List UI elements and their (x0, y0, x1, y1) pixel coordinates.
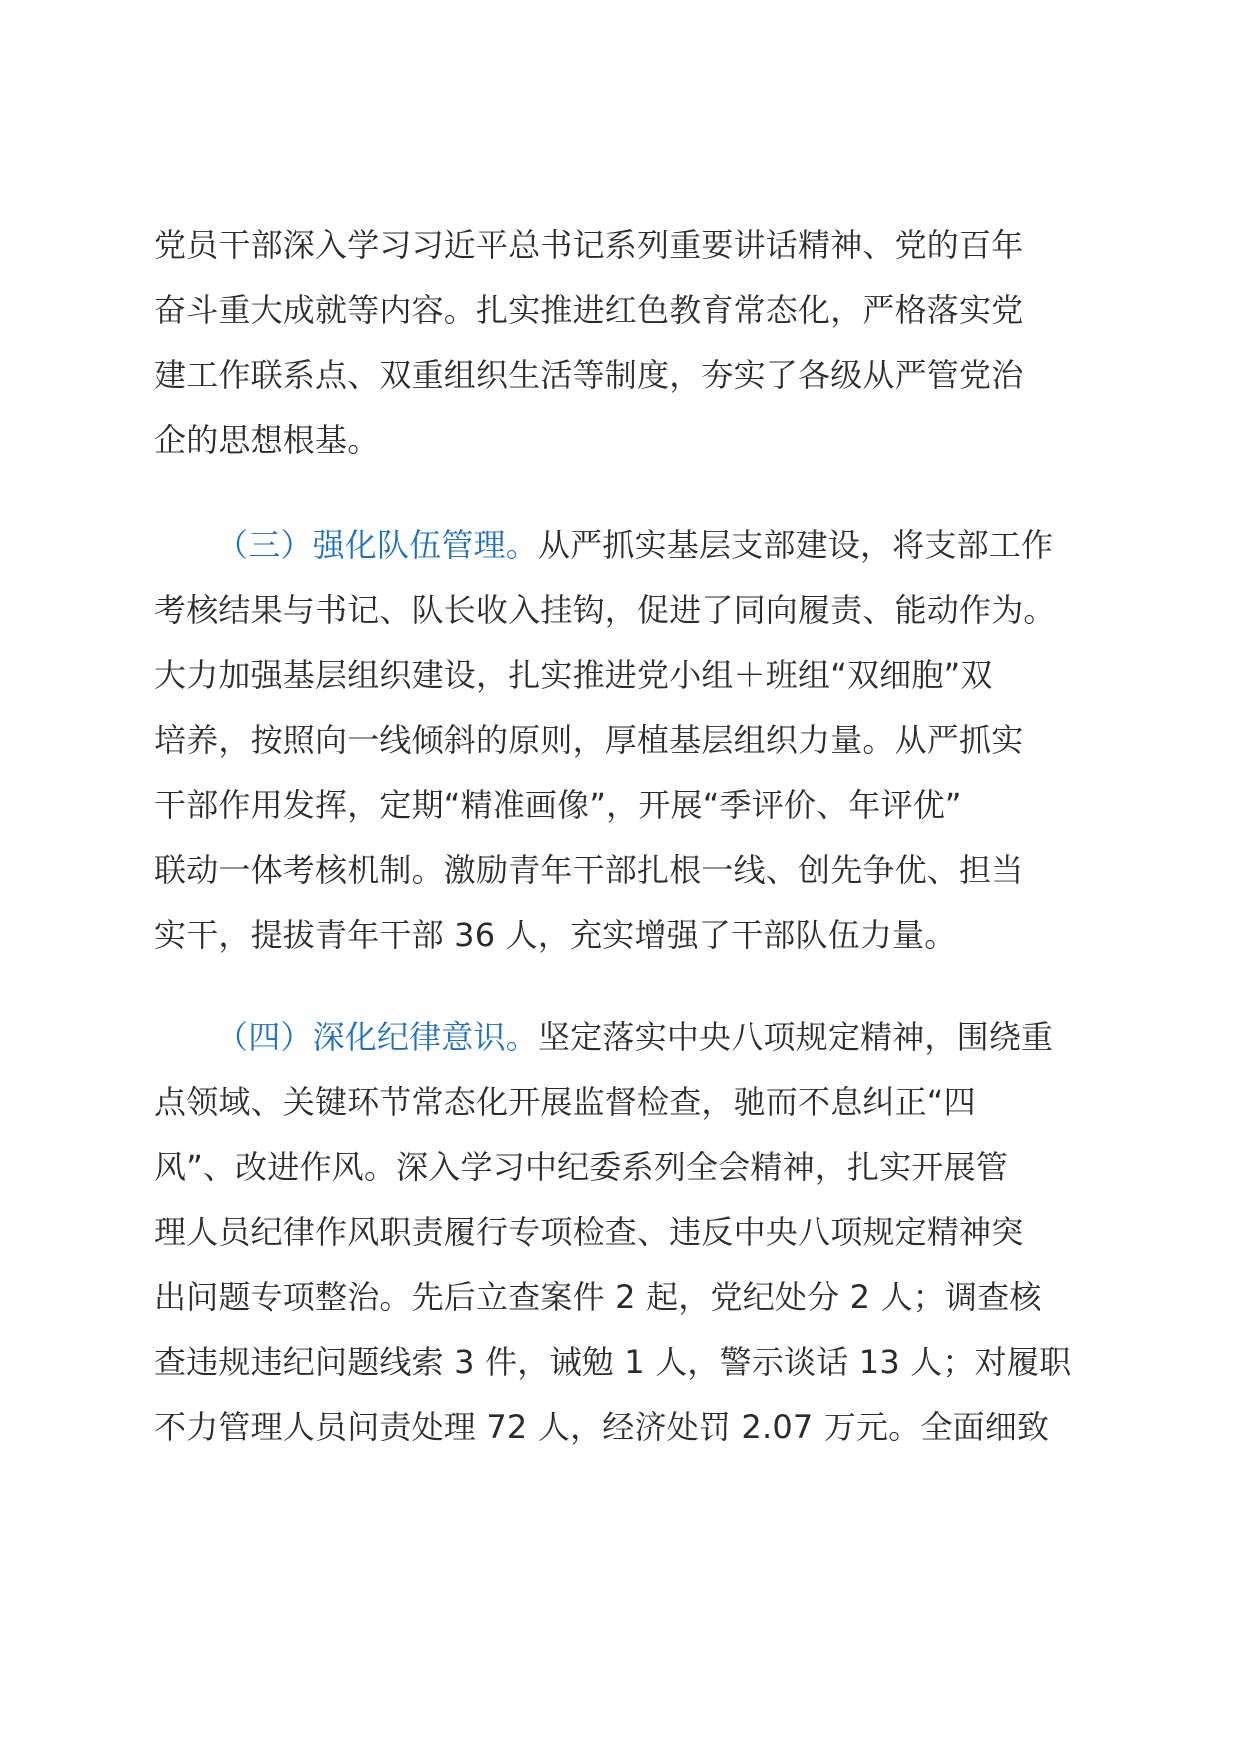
paragraph-line: 点领域、关键环节常态化开展监督检查，驰而不息纠正“四 (154, 1083, 976, 1121)
paragraph-line: 理人员纪律作风职责履行专项检查、违反中央八项规定精神突 (154, 1213, 1024, 1251)
section-heading-three: （三）强化队伍管理。 (216, 526, 539, 564)
paragraph-line: 奋斗重大成就等内容。扎实推进红色教育常态化，严格落实党 (154, 291, 1024, 329)
paragraph-first-line-text: 坚定落实中央八项规定精神，围绕重 (538, 1018, 1054, 1056)
paragraph-party-study (154, 213, 1084, 473)
paragraph-line: 企的思想根基。 (154, 421, 380, 459)
paragraph-line: 联动一体考核机制。激励青年干部扎根一线、创先争优、担当 (154, 851, 1024, 889)
paragraph-line: 不力管理人员问责处理 72 人，经济处罚 2.07 万元。全面细致 (154, 1408, 1050, 1446)
paragraph-line: 培养，按照向一线倾斜的原则，厚植基层组织力量。从严抓实 (154, 721, 1024, 759)
paragraph-line: 风”、改进作风。深入学习中纪委系列全会精神，扎实开展管 (154, 1148, 1008, 1186)
paragraph-line: 建工作联系点、双重组织生活等制度，夯实了各级从严管党治 (154, 356, 1024, 394)
paragraph-line: 干部作用发挥，定期“精准画像”，开展“季评价、年评优” (154, 786, 962, 824)
paragraph-line: 党员干部深入学习习近平总书记系列重要讲话精神、党的百年 (154, 226, 1024, 264)
paragraph-discipline-awareness (154, 1005, 1084, 1460)
paragraph-line: 出问题专项整治。先后立查案件 2 起，党纪处分 2 人；调查核 (154, 1278, 1042, 1316)
paragraph-line: 考核结果与书记、队长收入挂钩，促进了同向履责、能动作为。 (154, 591, 1056, 629)
paragraph-line: 实干，提拔青年干部 36 人，充实增强了干部队伍力量。 (154, 916, 957, 954)
paragraph-first-line-text: 从严抓实基层支部建设，将支部工作 (538, 526, 1054, 564)
paragraph-team-management (154, 513, 1084, 968)
paragraph-first-line (154, 513, 1084, 578)
paragraph-line: 查违规违纪问题线索 3 件，诫勉 1 人，警示谈话 13 人；对履职 (154, 1343, 1072, 1381)
paragraph-line: 大力加强基层组织建设，扎实推进党小组＋班组“双细胞”双 (154, 656, 993, 694)
section-heading-four: （四）深化纪律意识。 (216, 1018, 539, 1056)
paragraph-first-line (154, 1005, 1084, 1070)
